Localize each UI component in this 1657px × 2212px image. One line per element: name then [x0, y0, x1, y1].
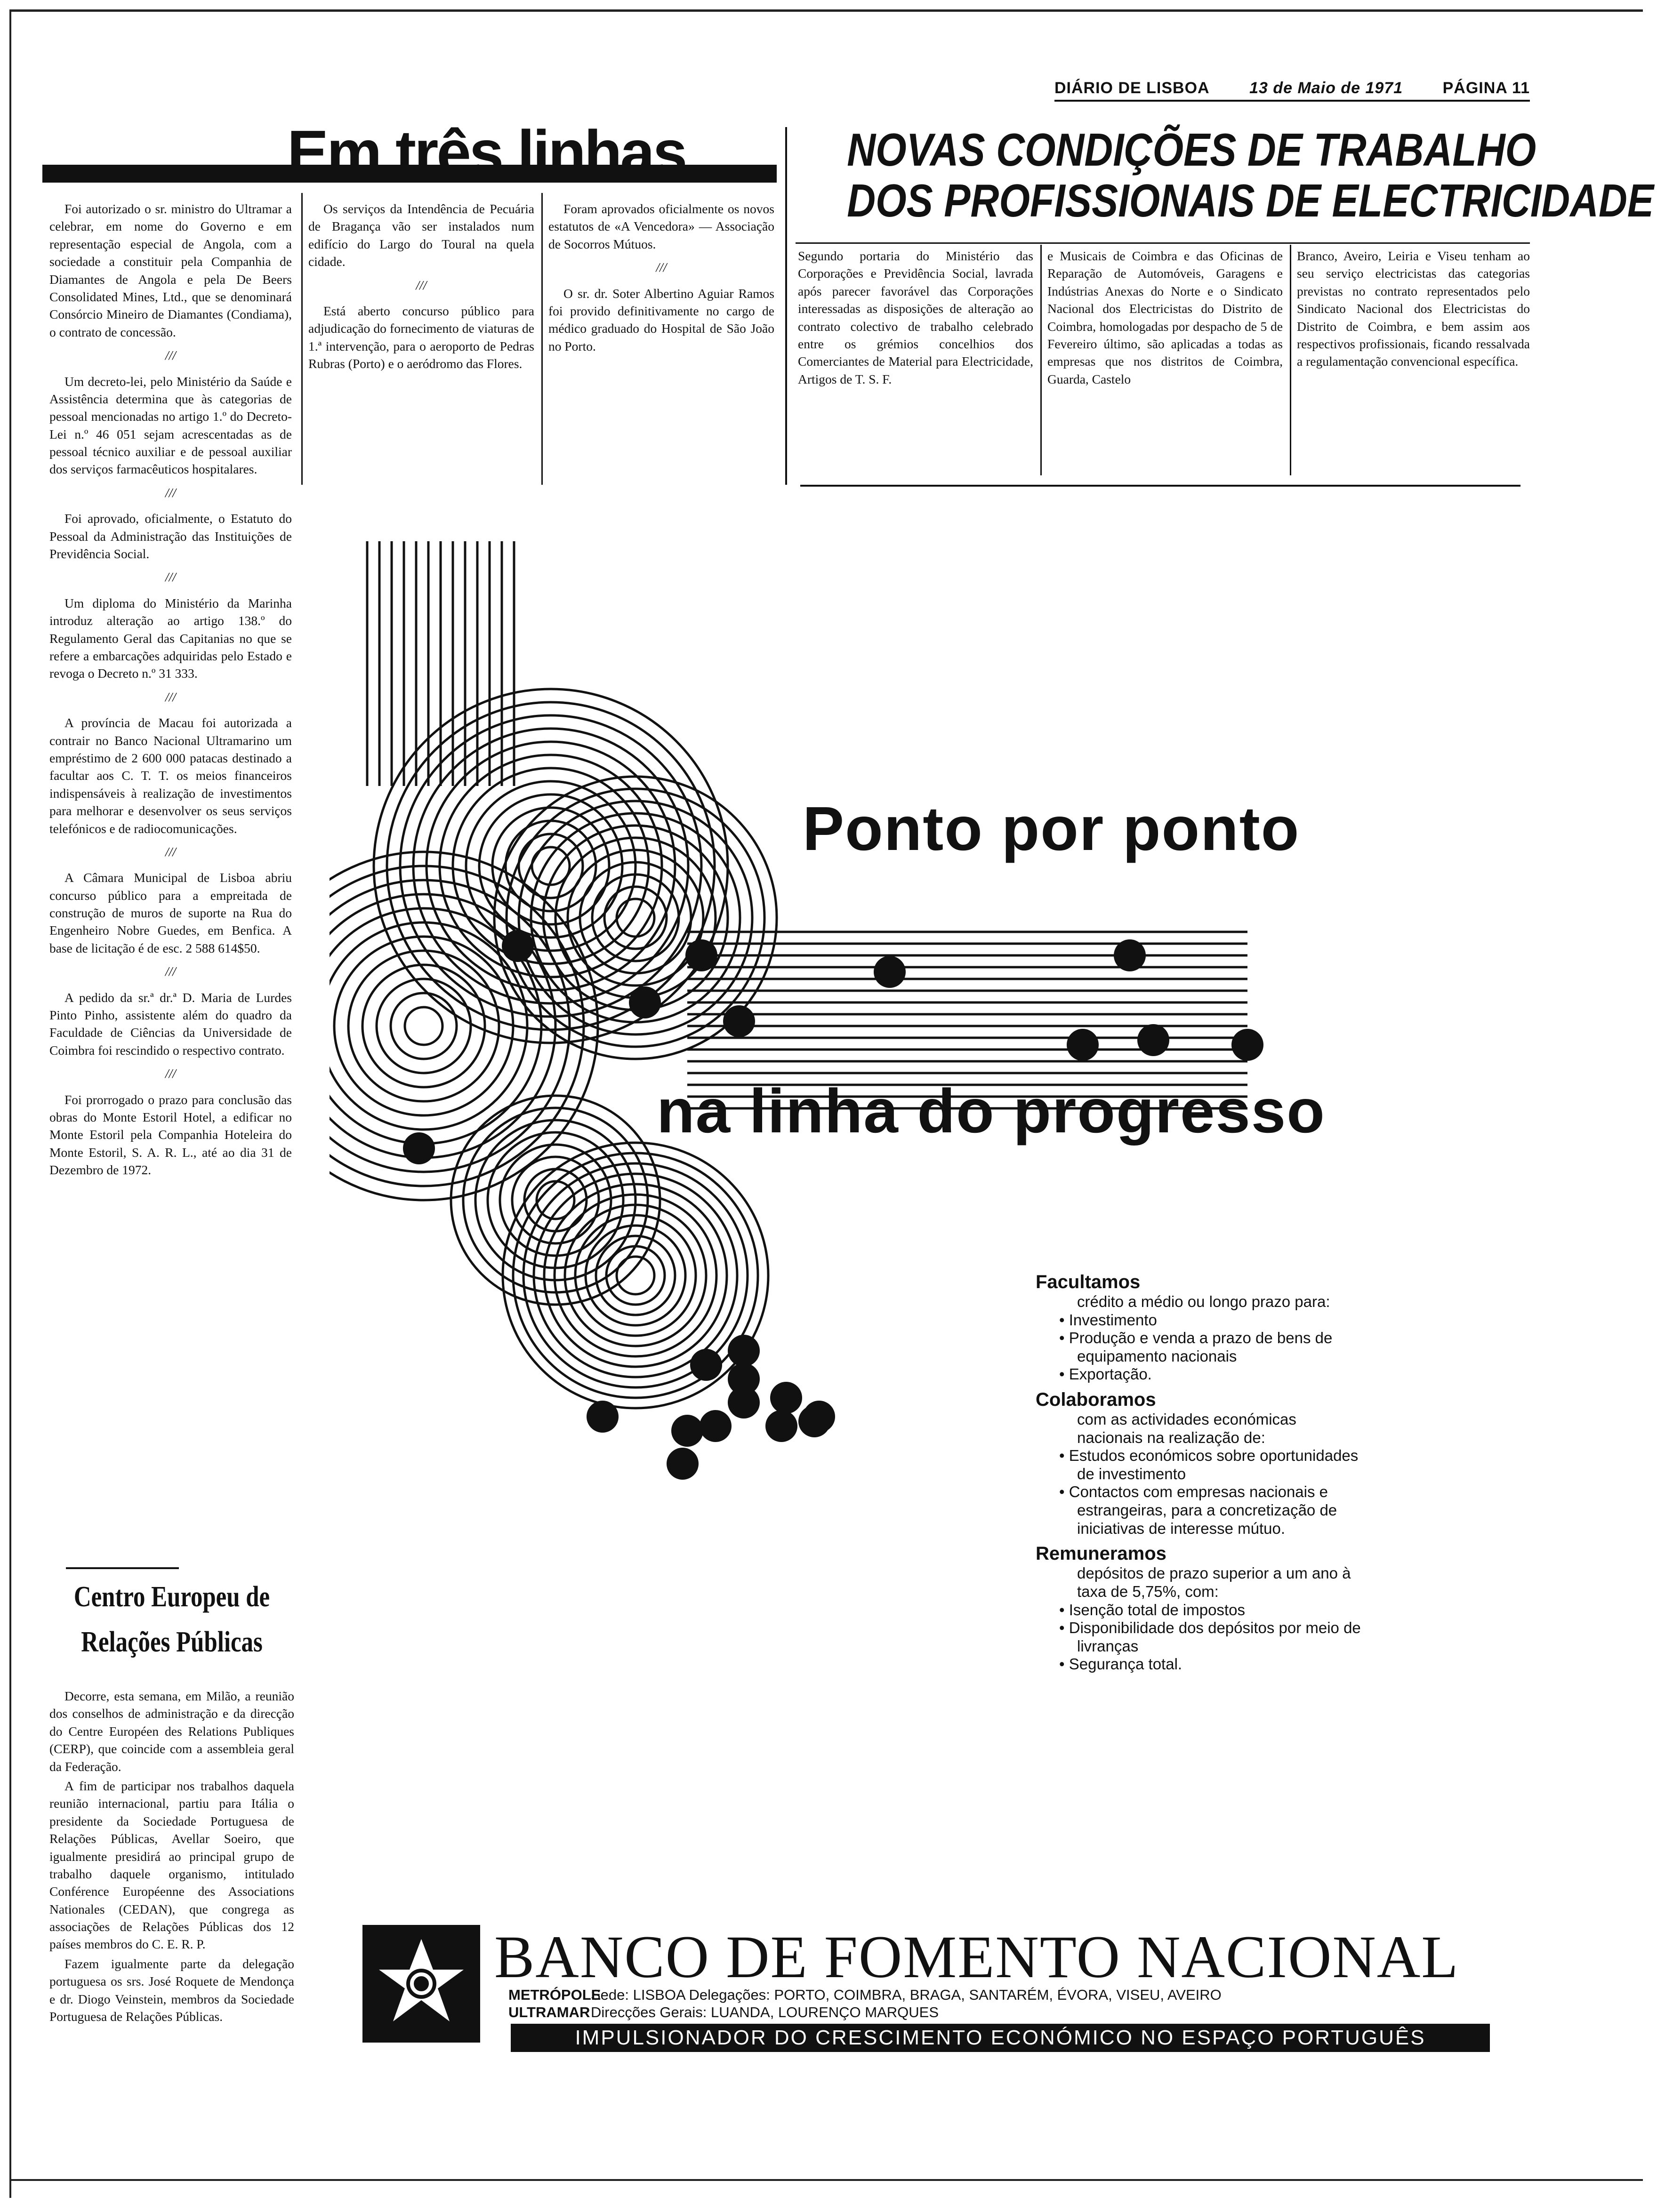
- briefs-title: Em três linhas: [287, 118, 686, 187]
- service-heading: Remuneramos: [1036, 1543, 1166, 1564]
- brief-item: Foi autorizado o sr. ministro do Ultramar a celebrar, em nome do Governo e em representação especial de Angola, com a sociedade a constituir pela Companhia de Diamantes de Angola e pela De Beers Consolidated Mines, Ltd., que se denominará Consórcio Mineiro de Diamantes (Condiama), o contrato de concessão.: [49, 201, 292, 339]
- section-divider: [785, 127, 787, 485]
- service-intro: depósitos de prazo superior a um ano à taxa de 5,75%, com:: [1077, 1564, 1351, 1600]
- brief-item: A província de Macau foi autorizada a contrair no Banco Nacional Ultramarino um empréstimo de 2 600 000 patacas destinado a facultar aos C. T. T. os meios financeiros indispensáveis à realização de investimentos para melhorar e desenvolver os seus serviços telefónicos e de radiocomunicações.: [49, 715, 292, 836]
- ad-dot: [502, 930, 534, 962]
- news-column-3: Branco, Aveiro, Leiria e Viseu tenham ao seu serviço electricistas das categorias previstas no contrato representados pelo Sindicato Nacional dos Electricistas do Distrito de Coimbra, e bem assim aos respectivos profissionais, ficando ressalvada a regulamentação convencional específica.: [1297, 248, 1530, 369]
- brief-item: A pedido da sr.ª dr.ª D. Maria de Lurdes Pinto Pinho, assistente além do quadro da Faculdade de Ciências da Universidade de Coimbra foi rescindido o respectivo contrato.: [49, 990, 292, 1058]
- list-item: • Exportação.: [1059, 1365, 1365, 1384]
- list-item: • Estudos económicos sobre oportunidades de investimento: [1059, 1447, 1365, 1483]
- ultramar-label: ULTRAMAR: [508, 2004, 590, 2021]
- column-rule: [1290, 245, 1291, 475]
- news-headline-line: DOS PROFISSIONAIS DE ELECTRICIDADE: [847, 174, 1654, 226]
- ad-dot: [667, 1448, 699, 1480]
- column-rule: [1040, 245, 1042, 475]
- brief-separator: ///: [165, 689, 176, 704]
- list-item: • Contactos com empresas nacionais e estrangeiras, para a concretização de iniciativas de interesse mútuo.: [1059, 1483, 1365, 1538]
- list-item: • Produção e venda a prazo de bens de equipamento nacionais: [1059, 1329, 1365, 1365]
- ad-dot: [1067, 1029, 1099, 1061]
- column-rule: [541, 193, 543, 485]
- running-head-rule: [1054, 100, 1530, 102]
- news-headline-line: NOVAS CONDIÇÕES DE TRABALHO: [847, 124, 1536, 176]
- relations-title: Centro Europeu de Relações Públicas: [73, 1581, 270, 1659]
- metropole-row: [508, 1986, 1222, 2004]
- bank-offices: [508, 1986, 1222, 2021]
- ad-services: [1036, 1266, 1365, 1674]
- brief-separator: ///: [165, 569, 176, 585]
- news-bottom-rule: [800, 485, 1520, 487]
- service-heading: Colaboramos: [1036, 1389, 1156, 1411]
- brief-separator: ///: [656, 260, 667, 275]
- relations-body: [49, 1687, 294, 2186]
- service-list: [1036, 1601, 1365, 1674]
- list-item: • Segurança total.: [1059, 1655, 1365, 1674]
- ad-dot: [685, 939, 717, 971]
- brief-separator: ///: [165, 1066, 176, 1081]
- metropole-offices: Sede: LISBOA Delegações: PORTO, COIMBRA, BRAGA, SANTARÉM, ÉVORA, VISEU, AVEIRO: [591, 1987, 1222, 2003]
- service-intro: crédito a médio ou longo prazo para:: [1077, 1293, 1330, 1310]
- briefs-column-3: [548, 200, 774, 482]
- service-list: [1036, 1447, 1365, 1538]
- brief-item: Está aberto concurso público para adjudicação do fornecimento de viaturas de 1.ª intervenção, para o aeroporto de Pedras Rubras (Porto) e o aeródromo das Flores.: [308, 303, 534, 371]
- ad-headline-1: Ponto por ponto: [803, 794, 1300, 863]
- brief-item: Foi prorrogado o prazo para conclusão das obras do Monte Estoril Hotel, a edificar no Monte Estoril pela Companhia Hoteleira do Monte Estoril, S. A. R. L., até ao dia 31 de Dezembro de 1972.: [49, 1092, 292, 1178]
- issue-date: 13 de Maio de 1971: [1249, 79, 1403, 97]
- ad-dot: [728, 1387, 760, 1419]
- news-column-2: e Musicais de Coimbra e das Oficinas de Reparação de Automóveis, Garagens e Indústrias Anexas do Norte e o Sindicato Nacional dos Electricistas do Distrito de Coimbra, homologadas por despacho de 5 de Fevereiro último, são aplicadas a todas as empresas que nos distritos de Coimbra, Guarda, Castelo: [1047, 248, 1283, 386]
- ad-dot: [700, 1410, 732, 1442]
- ad-dot: [1114, 939, 1146, 971]
- ad-dot: [587, 1401, 619, 1433]
- news-headline: [847, 124, 1654, 226]
- headline-rule: [796, 242, 1530, 244]
- brief-separator: ///: [165, 964, 176, 979]
- ad-dot: [770, 1382, 802, 1414]
- ad-dot: [1137, 1024, 1169, 1056]
- service-list: [1036, 1311, 1365, 1384]
- list-item: • Isenção total de impostos: [1059, 1601, 1365, 1619]
- ad-dot: [803, 1401, 835, 1433]
- brief-separator: ///: [165, 485, 176, 500]
- relations-paragraph: A fim de participar nos trabalhos daquela reunião internacional, partiu para Itália o presidente da Sociedade Portuguesa de Relações Públicas, Avellar Soeiro, que igualmente presidirá ao principal grupo de trabalho daquele organismo, intitulado Conférence Européenne des Associations Nationales (CEDAN), que congrega as associações de Relações Públicas dos 12 países membros do C. E. R. P.: [49, 1778, 294, 1952]
- service-heading: Facultamos: [1036, 1272, 1141, 1292]
- brief-item: Um diploma do Ministério da Marinha introduz alteração ao artigo 138.º do Regulamento Geral das Capitanias no que se refere a embarcações adquiridas pelo Estado e revoga o Decreto n.º 31 333.: [49, 595, 292, 681]
- bottom-rule: [9, 2179, 1643, 2181]
- ad-dot: [690, 1349, 722, 1381]
- ad-dot: [403, 1132, 435, 1164]
- metropole-label: METRÓPOLE: [508, 1987, 601, 2003]
- bank-slogan: IMPULSIONADOR DO CRESCIMENTO ECONÓMICO NO ESPAÇO PORTUGUÊS: [511, 2024, 1490, 2052]
- brief-separator: ///: [165, 348, 176, 363]
- ultramar-offices: Direcções Gerais: LUANDA, LOURENÇO MARQUES: [591, 2004, 939, 2021]
- ad-dot: [728, 1335, 760, 1367]
- brief-separator: ///: [416, 277, 427, 292]
- brief-item: O sr. dr. Soter Albertino Aguiar Ramos foi provido definitivamente no cargo de médico graduado do Hospital de São João no Porto.: [548, 286, 774, 353]
- brief-item: Um decreto-lei, pelo Ministério da Saúde e Assistência determina que às categorias de pessoal mencionadas no artigo 1.º do Decreto-Lei n.º 46 051 sejam acrescentadas as de pessoal técnico auxiliar e de pessoal auxiliar dos serviços farmacêuticos hospitalares.: [49, 374, 292, 477]
- running-head: [1054, 79, 1530, 97]
- brief-item: Foram aprovados oficialmente os novos estatutos de «A Vencedora» — Associação de Socorros Mútuos.: [548, 201, 774, 251]
- relations-paragraph: Fazem igualmente parte da delegação portuguesa os srs. José Roquete de Mendonça e dr. Diogo Veinstein, membros da Sociedade Portuguesa de Relações Públicas.: [49, 1956, 294, 2024]
- service-intro: com as actividades económicas nacionais na realização de:: [1077, 1411, 1296, 1446]
- brief-item: Os serviços da Intendência de Pecuária de Bragança vão ser instalados num edifício do Largo do Toural na quela cidade.: [308, 201, 534, 269]
- ad-dot: [671, 1415, 703, 1447]
- ad-dot: [874, 956, 906, 988]
- publication-name: DIÁRIO DE LISBOA: [1054, 79, 1210, 97]
- relations-paragraph: Decorre, esta semana, em Milão, a reunião dos conselhos de administração e da direcção do Centre Européen des Relations Publiques (CERP), que coincide com a assembleia geral da Federação.: [49, 1689, 294, 1774]
- list-item: • Investimento: [1059, 1311, 1365, 1330]
- ad-dot: [1231, 1029, 1263, 1061]
- brief-item: Foi aprovado, oficialmente, o Estatuto do Pessoal da Administração das Instituições de Previdência Social.: [49, 511, 292, 561]
- brief-item: A Câmara Municipal de Lisboa abriu concurso público para a empreitada de construção de muros de suporte na Rua do Engenheiro Nobre Guedes, em Benfica. A base de licitação é de esc. 2 588 614$50.: [49, 870, 292, 955]
- ad-headline-2: na linha do progresso: [657, 1076, 1326, 1146]
- ad-dot: [629, 986, 661, 1018]
- bank-name: BANCO DE FOMENTO NACIONAL: [494, 1923, 1459, 1990]
- briefs-column-1: [49, 200, 292, 1532]
- brief-separator: ///: [165, 844, 176, 859]
- ad-dot: [765, 1410, 797, 1442]
- bank-logo-icon: [362, 1925, 480, 2043]
- list-item: • Disponibilidade dos depósitos por meio de livranças: [1059, 1619, 1365, 1655]
- ad-dot: [723, 1005, 755, 1037]
- page-number: PÁGINA 11: [1442, 79, 1530, 97]
- column-rule: [301, 193, 303, 485]
- section-rule: [66, 1567, 179, 1569]
- news-column-1: Segundo portaria do Ministério das Corporações e Previdência Social, lavrada após parecer favorável das Corporações interessadas as disposições de alteração ao contrato colectivo de trabalho celebrado entre os grémios concelhios dos Comerciantes de Material para Electricidade, Artigos de T. S. F.: [798, 248, 1033, 386]
- briefs-column-2: [308, 200, 534, 482]
- ultramar-row: [508, 2004, 1222, 2021]
